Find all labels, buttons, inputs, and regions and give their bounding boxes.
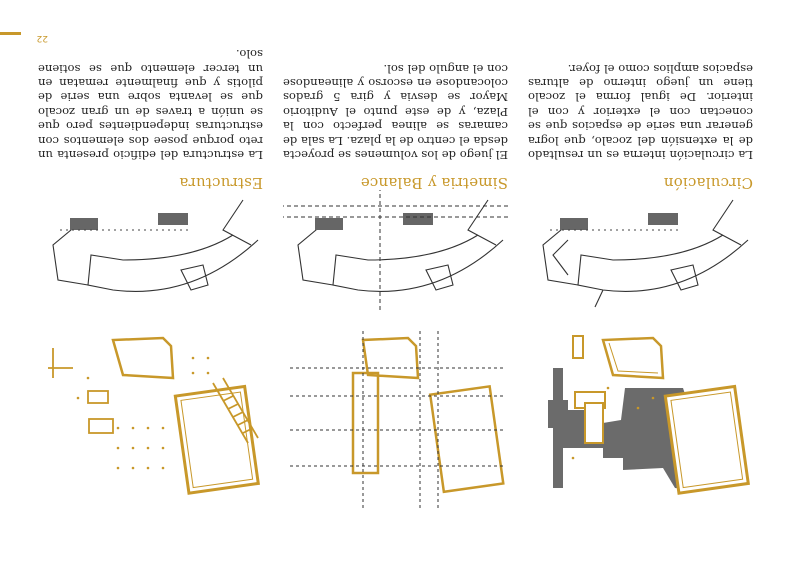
column-body: El juego de los volumenes se proyecta desda el centro de la plaza. La sala de camaras se alinea perfecto con la Plaza, y de este punto el Auditorio Mayor se desvia y gira 5 grados colocandose en escorso y alineandose con el angulo del sol. — [283, 61, 508, 162]
page-number: 22 — [36, 33, 48, 43]
column-heading: Circulación — [663, 174, 753, 192]
column-simetria — [283, 0, 508, 568]
symmetry-plan-diagram — [283, 328, 508, 528]
symmetry-sketch — [283, 190, 508, 310]
structure-sketch — [38, 190, 263, 310]
column-circulacion — [528, 0, 753, 568]
circulation-sketch — [528, 190, 753, 310]
structure-plan-diagram — [38, 328, 263, 528]
column-body: La circulación interna es un resultado de la extensión del zocalo, que logra generar una serie de espacios que se conectan con el exterior y con el interior. De igual forma el zocalo tiene un juego interno de alturas espacios amplios como el foyer. — [528, 61, 753, 162]
column-heading: Simetria y Balance — [360, 174, 508, 192]
circulation-plan-diagram — [528, 328, 753, 528]
page-number-rule — [0, 32, 21, 35]
column-heading: Estructura — [179, 174, 263, 192]
column-estructura — [38, 0, 263, 568]
column-body: La estructura del edificio presenta un reto porque posee dos elementos con estructuras independientes pero que se unión a traves de un gran zocalo que se levanta sobre una serie de pilotis y que finalmente rematan en un tercer elemento que se sotiene solo. — [38, 47, 263, 162]
